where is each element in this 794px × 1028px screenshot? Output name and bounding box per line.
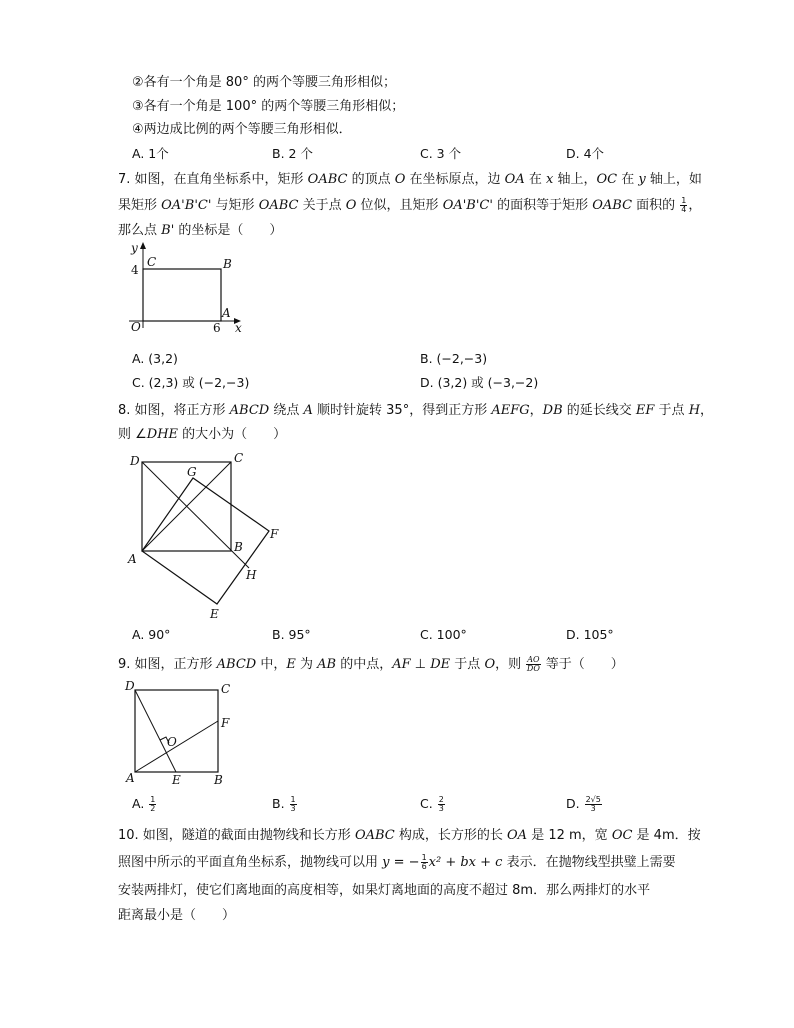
q7-stem-line-1: 7. 如图，在直角坐标系中，矩形 OABC 的顶点 O 在坐标原点，边 OA 在 x 轴上，OC 在 y 轴上，如 xyxy=(118,172,702,187)
q9-option-d: D. $\frac{2√5}{3}$ xyxy=(566,795,601,813)
q8-rotated-squares-figure xyxy=(120,448,300,628)
q7-y-axis-label: y xyxy=(131,241,138,255)
q7-stem-line-2: 果矩形 OA'B'C' 与矩形 OABC 关于点 O 位似，且矩形 OA'B'C' 的面积等于矩形 OABC 面积的 $\frac{1}{4}$ ， xyxy=(118,196,702,214)
q7-tick-4: 4 xyxy=(131,263,139,277)
q10-stem-line-2: 照图中所示的平面直角坐标系，抛物线可以用 y = − $\frac{1}{6}$ x² + bx + c 表示．在抛物线型拱璧上需要 xyxy=(118,853,676,871)
q6-option-b: B. 2 个 xyxy=(272,146,313,161)
q7-rectangle-figure xyxy=(125,240,255,340)
q10-stem-line-3: 安装两排灯，使它们离地面的高度相等，如果灯离地面的高度不超过 8m．那么两排灯的水平 xyxy=(118,883,651,898)
q7-point-a: A xyxy=(222,306,231,320)
q7-option-b: B. (−2,−3) xyxy=(420,351,488,366)
q7-point-b: B xyxy=(223,257,232,271)
q7-option-a: A. (3,2) xyxy=(132,351,178,366)
q8-stem-line-1: 8. 如图，将正方形 ABCD 绕点 A 顺时针旋转 35°，得到正方形 AEFG，DB 的延长线交 EF 于点 H， xyxy=(118,403,714,418)
q9-point-f: F xyxy=(221,716,230,730)
q10-stem-line-1: 10. 如图，隧道的截面由抛物线和长方形 OABC 构成，长方形的长 OA 是 12 m，宽 OC 是 4m．按 xyxy=(118,828,701,843)
q6-option-d: D. 4个 xyxy=(566,146,605,161)
q8-point-a: A xyxy=(128,552,137,566)
q6-option-c: C. 3 个 xyxy=(420,146,462,161)
q8-point-e: E xyxy=(210,607,219,621)
q7-option-d: D. (3,2) 或 (−3,−2) xyxy=(420,375,539,390)
q8-point-h: H xyxy=(246,568,257,582)
q10-stem-line-4: 距离最小是（ ） xyxy=(118,908,236,923)
q8-option-a: A. 90° xyxy=(132,627,171,642)
q9-point-c: C xyxy=(221,682,231,696)
q7-option-c: C. (2,3) 或 (−2,−3) xyxy=(132,375,250,390)
q6-option-a: A. 1个 xyxy=(132,146,169,161)
q7-point-o: O xyxy=(131,320,141,334)
q9-point-a: A xyxy=(126,771,135,785)
q9-option-b: B. $\frac{1}{3}$ xyxy=(272,795,296,813)
q9-point-d: D xyxy=(125,679,135,693)
q9-option-a: A. $\frac{1}{2}$ xyxy=(132,795,156,813)
q9-point-b: B xyxy=(214,773,223,787)
q7-tick-6: 6 xyxy=(213,321,221,335)
q7-x-axis-label: x xyxy=(235,321,242,335)
q8-option-d: D. 105° xyxy=(566,627,614,642)
q6-item-2: ②各有一个角是 80° 的两个等腰三角形相似； xyxy=(132,75,396,90)
q9-point-o: O xyxy=(167,735,177,749)
q10-fraction: $\frac{1}{6}$ xyxy=(421,853,427,871)
q6-item-4: ④两边成比例的两个等腰三角形相似． xyxy=(132,122,352,137)
q9-point-e: E xyxy=(172,773,181,787)
q8-stem-line-2: 则 ∠DHE 的大小为（ ） xyxy=(118,427,287,442)
q7-stem-line-3: 那么点 B' 的坐标是（ ） xyxy=(118,223,283,238)
q7-point-c: C xyxy=(147,255,157,269)
q8-point-g: G xyxy=(187,465,197,479)
q6-item-3: ③各有一个角是 100° 的两个等腰三角形相似； xyxy=(132,99,405,114)
q8-point-d: D xyxy=(130,454,140,468)
q9-option-c: C. $\frac{2}{3}$ xyxy=(420,795,444,813)
q9-stem-line-1: 9. 如图，正方形 ABCD 中，E 为 AB 的中点，AF ⊥ DE 于点 O，则 $\frac{AO}{DO}$ 等于（ ） xyxy=(118,655,624,673)
q7-fraction: $\frac{1}{4}$ xyxy=(681,196,687,214)
q9-square-figure xyxy=(122,680,242,790)
q8-point-c: C xyxy=(234,451,244,465)
q8-option-b: B. 95° xyxy=(272,627,311,642)
q8-option-c: C. 100° xyxy=(420,627,467,642)
q9-fraction: $\frac{AO}{DO}$ xyxy=(526,655,540,673)
q8-point-b: B xyxy=(234,540,243,554)
q8-point-f: F xyxy=(270,527,279,541)
